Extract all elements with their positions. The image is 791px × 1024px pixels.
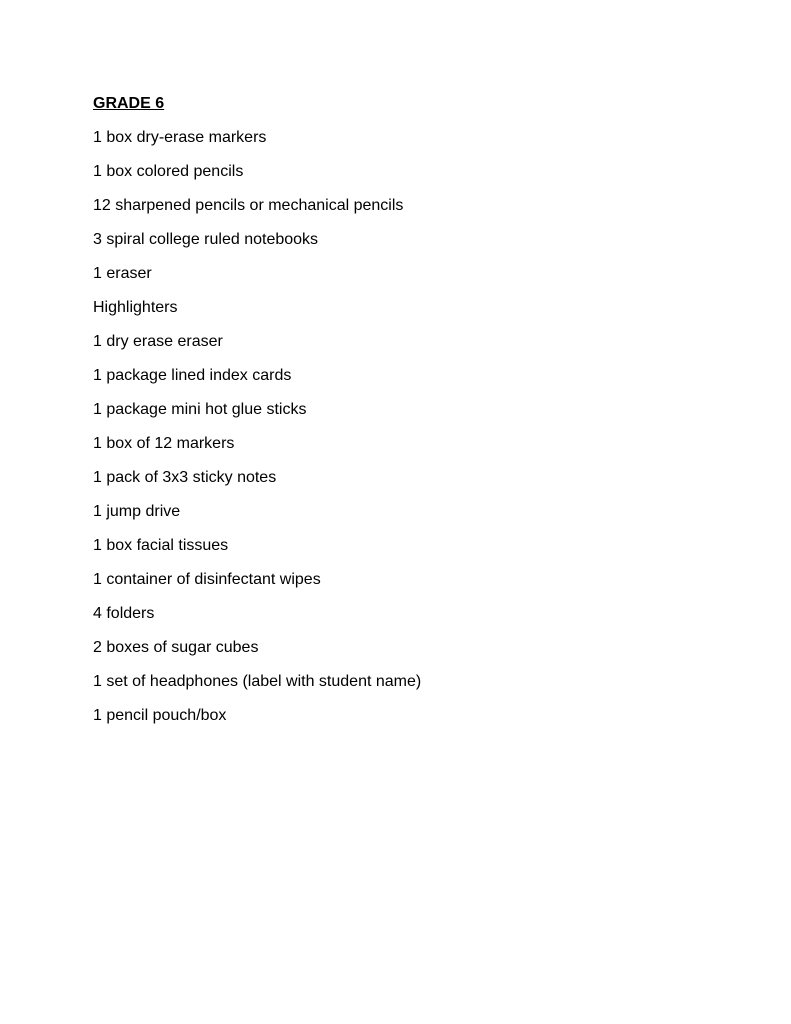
grade-heading: GRADE 6: [93, 95, 165, 112]
supply-item: 1 set of headphones (label with student name): [93, 673, 422, 690]
supply-item: 1 container of disinfectant wipes: [93, 571, 321, 588]
supply-item: 1 box facial tissues: [93, 537, 229, 554]
supply-item: 1 dry erase eraser: [93, 333, 223, 350]
supply-list: [93, 126, 733, 728]
supply-item: 1 box of 12 markers: [93, 435, 235, 452]
supply-item: 1 pencil pouch/box: [93, 707, 227, 724]
supply-item: 1 jump drive: [93, 503, 181, 520]
supply-item: 1 package mini hot glue sticks: [93, 401, 307, 418]
supply-item: 1 pack of 3x3 sticky notes: [93, 469, 277, 486]
supply-item: Highlighters: [93, 299, 178, 316]
supply-item: 1 box colored pencils: [93, 163, 244, 180]
supply-item: 1 box dry-erase markers: [93, 129, 267, 146]
supply-item: 4 folders: [93, 605, 155, 622]
supply-item: 1 package lined index cards: [93, 367, 292, 384]
supply-list-content: [93, 92, 733, 738]
supply-item: 3 spiral college ruled notebooks: [93, 231, 319, 248]
supply-item: 12 sharpened pencils or mechanical pencils: [93, 197, 404, 214]
supply-item: 2 boxes of sugar cubes: [93, 639, 259, 656]
supply-item: 1 eraser: [93, 265, 152, 282]
